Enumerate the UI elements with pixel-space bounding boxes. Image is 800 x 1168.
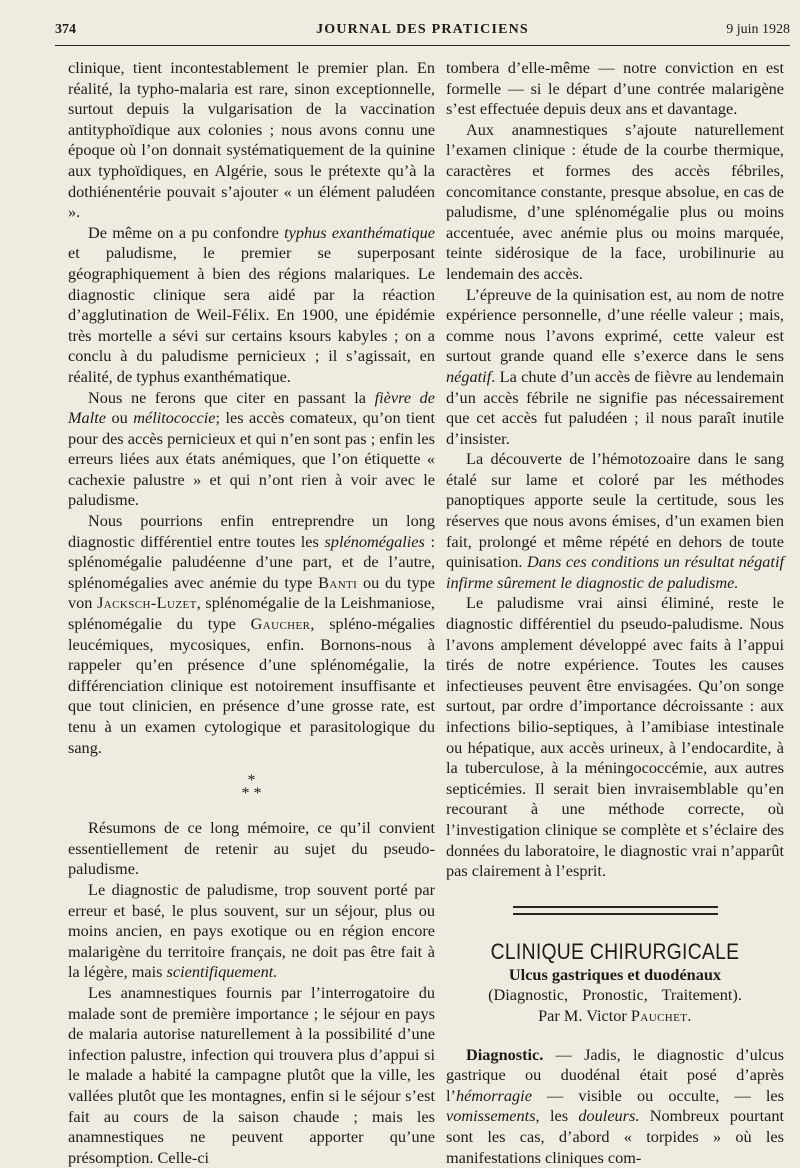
paragraph: La découverte de l’hémotozoaire dans le sang étalé sur lame et coloré par les méthodes panoptiques apporte seule la certitude, sous les réserves que nous avons émises, d’un examen bien fait, prolongé et même répété en dehors de toute quinisation. Dans ces conditions un résultat négatif infirme sûrement le diagnostic de paludisme. [446,449,784,592]
article-subtitle: (Diagnostic, Pronostic, Traitement). [488,985,742,1005]
paragraph: tombera d’elle-même — notre conviction en est formelle — si le départ d’une contrée malarigène s’est effectuée depuis deux ans et davantage. [446,58,784,119]
paragraph: L’épreuve de la quinisation est, au nom de notre expérience personnelle, d’une réelle valeur ; mais, comme nous l’avons exprimé, cette valeur est surtout grande quand elle s’exerce dans le sens négatif. La chute d’un accès de fièvre au lendemain d’un accès fébrile ne signifie pas nécessairement que cet accès fut paludéen ; il nous paraît inutile d’insister. [446,284,784,448]
article-title: Ulcus gastriques et duodénaux [508,964,722,984]
article-author: Par M. Victor Pauchet. [538,1005,692,1025]
paragraph: Les anamnestiques fournis par l’interrogatoire du malade sont de première importance ; le séjour en pays de malaria autorise naturellement à la possibilité d’une infection palustre, infection qui trouvera plus d’appui si le malade a habité la campagne plutôt que la ville, les vallées plutôt que les montagnes, enfin si le séjour s’est fait au cours de la saison chaude ; mais les anamnestiques ne peuvent apporter qu’une présomption. Celle-ci [68,982,435,1167]
page-number: 374 [55,22,76,37]
double-rule-divider [513,906,718,915]
section-separator-asterisks: * * * [241,772,262,803]
paragraph: Résumons de ce long mémoire, ce qu’il convient essentiellement de retenir au sujet du pseudo-paludisme. [68,818,435,879]
paragraph: Diagnostic. — Jadis, le diagnostic d’ulcus gastrique ou duodénal était posé d’après l’hémorragie — visible ou occulte, — les vomissements, les douleurs. Nombreux pourtant sont les cas, d’abord « torpides » où les manifestations cliniques com- [446,1044,785,1167]
left-column [68,58,435,1168]
page-header [55,18,790,42]
paragraph: Nous pourrions enfin entreprendre un long diagnostic différentiel entre toutes les splénomégalies : splénomégalie paludéenne d’une part, et de l’autre, splénomégalies avec anémie du type Banti ou du type von Jacksch-Luzet, splénomégalie de la Leishmaniose, splénomégalie du type Gaucher, spléno-mégalies leucémiques, mycosiques, enfin. Bornons-nous à rappeler qu’en présence d’une splénomégalie, la différenciation clinique est notoirement insuffisante et que tout clinicien, en présence d’une grosse rate, est tenu à un examen cytologique et parasitologique du sang. [68,511,436,757]
right-column [446,58,784,1168]
paragraph: Nous ne ferons que citer en passant la fièvre de Malte ou mélitococcie; les accès comateux, qu’on tient pour des accès pernicieux et qui n’en sont pas ; enfin les erreurs liées aux états anémiques, que l’on étiquette « cachexie palustre » et qui n’ont rien à voir avec le paludisme. [68,387,436,510]
paragraph: clinique, tient incontestablement le premier plan. En réalité, la typho-malaria est rare, sinon exceptionnelle, surtout depuis la vulgarisation de la vaccination antityphoïdique aux colonies ; nous avons connu une époque où l’on donnait systématiquement de la quinine aux typhoïdiques, en Algérie, sous le prétexte qu’à la dothiénentérie pouvait s’ajouter « un élément paludéen ». [68,58,435,222]
paragraph: De même on a pu confondre typhus exanthématique et paludisme, le premier se superposant géographiquement à bien des régions malariques. Le diagnostic clinique sera aidé par la réaction d’agglutination de Weil-Félix. En 1900, une épidémie très mortelle a sévi sur certains ksours kabyles ; on a conclu à du paludisme pernicieux ; il s’agissait, en réalité, de typhus exanthématique. [68,222,435,386]
issue-date: 9 juin 1928 [726,22,790,37]
paragraph: Le diagnostic de paludisme, trop souvent porté par erreur et basé, le plus souvent, sur un séjour, plus ou moins ancien, en pays exotique ou en région encore malarigène du territoire français, ne doit pas être fait à la légère, mais scientifiquement. [68,879,435,982]
header-rule [55,45,790,46]
run-in-heading: Diagnostic. [466,1044,544,1064]
journal-title: JOURNAL DES PRATICIENS [316,22,529,37]
section-heading: CLINIQUE CHIRURGICALE [490,938,740,964]
paragraph: Le paludisme vrai ainsi éliminé, reste le diagnostic différentiel du pseudo-paludisme. Nous l’avons amplement développé avec faits à l’appui tirés de notre expérience. Toutes les causes infectieuses peuvent être envisagées. Qu’on songe surtout, par ordre d’importance décroissante : aux infections bilio-septiques, à l’amibiase intestinale ou hépatique, aux accès urineux, à l’endocardite, à la tuberculose, à la méningococcémie, aux autres septicémies. Il serait bien invraisemblable qu’en recourant à une méthode correcte, où l’investigation clinique se complète et s’éclaire des données du laboratoire, le diagnostic vrai n’apparût pas clairement à l’esprit. [446,593,784,881]
paragraph: Aux anamnestiques s’ajoute naturellement l’examen clinique : étude de la courbe thermique, caractères et formes des accès fébriles, concomitance constante, presque absolue, en cas de paludisme, d’une splénomégalie plus ou moins accentuée, avec anémie plus ou moins marquée, teinte sidérosique de la face, urobilinurie au lendemain des accès. [446,119,784,283]
